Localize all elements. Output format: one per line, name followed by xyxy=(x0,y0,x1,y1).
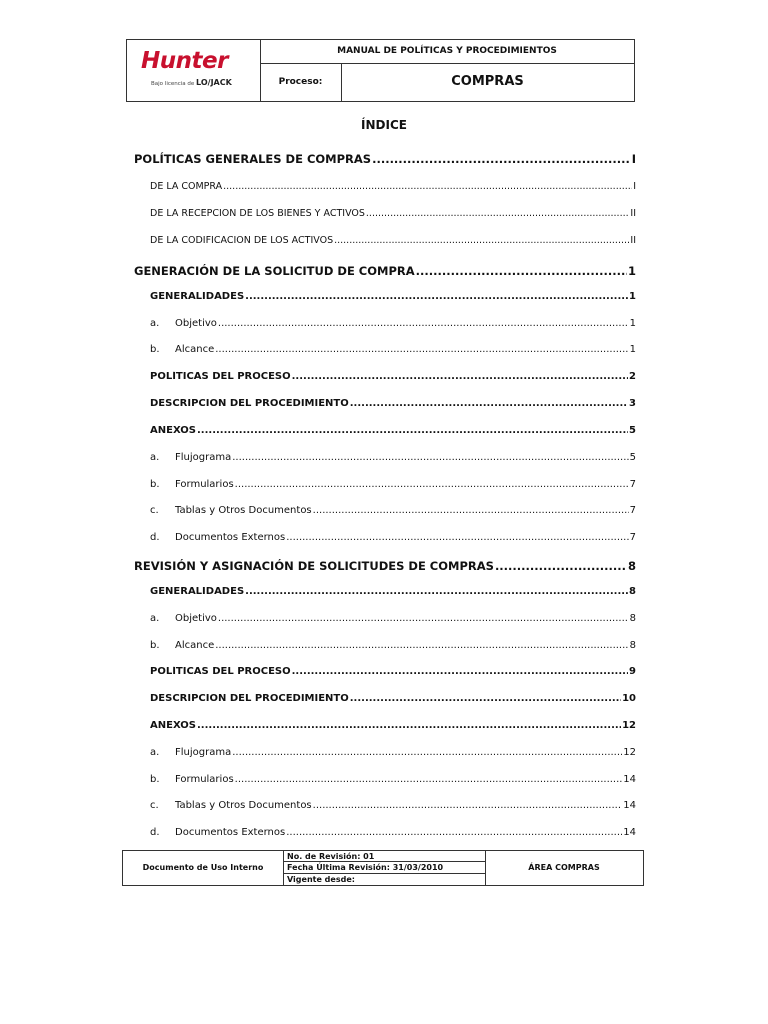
toc-entry-letter: a. xyxy=(150,613,160,624)
toc-entry-text: ANEXOS xyxy=(150,720,196,731)
revision-number: No. de Revisión: 01 xyxy=(283,851,485,862)
toc-entry xyxy=(134,152,636,166)
toc-leader-dots xyxy=(495,559,627,573)
toc-entry-label xyxy=(150,318,217,329)
toc-entry-text: Objetivo xyxy=(175,613,217,624)
toc-entry-letter: a. xyxy=(150,452,160,463)
toc-entry-letter: c. xyxy=(150,800,159,811)
toc-entry-text: Tablas y Otros Documentos xyxy=(175,505,312,516)
toc-entry-letter: b. xyxy=(150,640,160,651)
toc-entry-page: 12 xyxy=(623,747,636,758)
toc-entry-label xyxy=(150,425,196,436)
toc-entry-label xyxy=(150,479,234,490)
toc-entry-page: 12 xyxy=(622,720,636,731)
toc-entry xyxy=(134,264,636,278)
toc-entry-page: 8 xyxy=(629,586,636,597)
toc-entry-text: POLÍTICAS DEL PROCESO xyxy=(150,666,291,677)
toc-leader-dots xyxy=(235,479,629,490)
toc-entry-page: II xyxy=(630,208,636,219)
toc-entry xyxy=(150,235,636,246)
toc-entry-text: ANEXOS xyxy=(150,425,196,436)
toc-entry xyxy=(150,318,636,329)
toc-leader-dots xyxy=(197,425,628,436)
toc-entry-page: 5 xyxy=(629,425,636,436)
toc-entry-page: 1 xyxy=(629,291,636,302)
toc-entry-page: I xyxy=(633,181,636,192)
toc-entry-label xyxy=(150,640,214,651)
toc-entry-label xyxy=(150,613,217,624)
toc-entry-label xyxy=(150,344,214,355)
toc-leader-dots xyxy=(245,586,628,597)
toc-entry-label xyxy=(150,452,231,463)
toc-entry-label xyxy=(150,235,333,246)
toc-entry-text: Flujograma xyxy=(175,747,232,758)
toc-entry-text: Objetivo xyxy=(175,318,217,329)
toc-leader-dots xyxy=(215,344,628,355)
toc-leader-dots xyxy=(292,371,628,382)
toc-entry xyxy=(150,747,636,758)
toc-entry-page: 14 xyxy=(623,800,636,811)
toc-entry-label xyxy=(150,208,365,219)
revision-info xyxy=(283,851,486,885)
toc-entry xyxy=(150,425,636,436)
toc-leader-dots xyxy=(197,720,621,731)
toc-entry xyxy=(150,640,636,651)
toc-leader-dots xyxy=(366,208,629,219)
toc-entry-letter: b. xyxy=(150,479,160,490)
toc-entry xyxy=(150,344,636,355)
toc-leader-dots xyxy=(334,235,629,246)
toc-entry-label xyxy=(134,152,371,166)
toc-leader-dots xyxy=(232,452,628,463)
toc-entry-text: Tablas y Otros Documentos xyxy=(175,800,312,811)
toc-entry-label xyxy=(150,398,349,409)
toc-entry-label xyxy=(134,264,415,278)
toc-entry-text: DESCRIPCIÓN DEL PROCEDIMIENTO xyxy=(150,398,349,409)
toc-leader-dots xyxy=(350,693,621,704)
toc-entry-label xyxy=(150,827,285,838)
toc-entry-text: Alcance xyxy=(175,640,215,651)
toc-entry-text: GENERALIDADES xyxy=(150,586,245,597)
toc-entry-page: 7 xyxy=(629,505,636,516)
toc-leader-dots xyxy=(215,640,628,651)
toc-leader-dots xyxy=(232,747,622,758)
toc-entry-label xyxy=(150,586,244,597)
toc-entry-text: Formularios xyxy=(175,479,234,490)
toc-entry xyxy=(150,181,636,192)
company-logo xyxy=(127,40,261,101)
toc-leader-dots xyxy=(223,181,632,192)
toc-entry-page: 1 xyxy=(627,264,636,278)
manual-title: MANUAL DE POLÍTICAS Y PROCEDIMIENTOS xyxy=(260,40,634,64)
toc-entry xyxy=(150,371,636,382)
toc-entry xyxy=(150,532,636,543)
toc-leader-dots xyxy=(235,774,623,785)
toc-leader-dots xyxy=(292,666,628,677)
toc-entry-page: 7 xyxy=(629,532,636,543)
toc-entry-page: 7 xyxy=(629,479,636,490)
toc-entry-text: DE LA RECEPCIÓN DE LOS BIENES Y ACTIVOS xyxy=(150,208,365,219)
process-value: COMPRAS xyxy=(451,74,524,89)
toc-entry-text: Documentos Externos xyxy=(175,827,286,838)
brand-name: Hunter xyxy=(141,48,228,74)
toc-entry-page: I xyxy=(631,152,636,166)
toc-leader-dots xyxy=(286,532,628,543)
toc-entry-label xyxy=(150,505,312,516)
toc-leader-dots xyxy=(350,398,628,409)
toc-entry-page: 3 xyxy=(629,398,636,409)
toc-leader-dots xyxy=(372,152,631,166)
toc-leader-dots xyxy=(218,613,629,624)
toc-entry-page: 1 xyxy=(629,318,636,329)
toc-entry-label xyxy=(150,747,231,758)
toc-entry-label xyxy=(150,693,349,704)
toc-entry-label xyxy=(150,291,244,302)
toc-entry xyxy=(150,613,636,624)
toc-entry-letter: b. xyxy=(150,774,160,785)
toc-entry-label xyxy=(150,371,291,382)
toc-entry-label xyxy=(134,559,494,573)
toc-entry-text: Formularios xyxy=(175,774,234,785)
valid-from: Vigente desde: xyxy=(287,874,355,884)
toc-entry-text: POLÍTICAS GENERALES DE COMPRAS xyxy=(134,152,372,166)
toc-entry xyxy=(150,452,636,463)
toc-leader-dots xyxy=(218,318,629,329)
toc-entry-page: 8 xyxy=(629,640,636,651)
document-header xyxy=(126,39,635,102)
toc-entry xyxy=(150,774,636,785)
toc-entry-text: DE LA CODIFICACIÓN DE LOS ACTIVOS xyxy=(150,235,334,246)
toc-entry-letter: b. xyxy=(150,344,160,355)
toc-entry xyxy=(150,693,636,704)
area-label: ÁREA COMPRAS xyxy=(528,863,600,872)
toc-entry-label xyxy=(150,800,312,811)
toc-entry-letter: c. xyxy=(150,505,159,516)
toc-entry-text: GENERACIÓN DE LA SOLICITUD DE COMPRA xyxy=(134,264,415,278)
toc-entry-page: II xyxy=(630,235,636,246)
toc-entry-letter: a. xyxy=(150,318,160,329)
toc-entry-text: REVISIÓN Y ASIGNACIÓN DE SOLICITUDES DE COMPRAS xyxy=(134,559,494,573)
toc-entry xyxy=(150,505,636,516)
toc-entry xyxy=(150,666,636,677)
toc-entry-page: 1 xyxy=(629,344,636,355)
toc-entry-text: Alcance xyxy=(175,344,215,355)
toc-leader-dots xyxy=(245,291,628,302)
toc-entry-label xyxy=(150,720,196,731)
toc-entry-text: DE LA COMPRA xyxy=(150,181,223,192)
toc-entry-label xyxy=(150,532,285,543)
toc-leader-dots xyxy=(416,264,627,278)
toc-entry-label xyxy=(150,666,291,677)
toc-entry xyxy=(150,720,636,731)
toc-entry-page: 5 xyxy=(629,452,636,463)
toc-entry-page: 10 xyxy=(622,693,636,704)
toc-entry xyxy=(134,559,636,573)
toc-entry-letter: d. xyxy=(150,827,160,838)
toc-leader-dots xyxy=(313,800,623,811)
toc-entry-label xyxy=(150,181,222,192)
toc-entry xyxy=(150,208,636,219)
toc-entry-label xyxy=(150,774,234,785)
toc-entry-page: 8 xyxy=(629,613,636,624)
toc-entry-letter: d. xyxy=(150,532,160,543)
toc-entry-text: GENERALIDADES xyxy=(150,291,245,302)
document-use: Documento de Uso Interno xyxy=(123,851,284,885)
toc-entry xyxy=(150,827,636,838)
brand-tagline: Bajo licencia de LO/JACK xyxy=(151,78,232,87)
toc-entry-page: 14 xyxy=(623,774,636,785)
toc-entry-page: 14 xyxy=(623,827,636,838)
toc-leader-dots xyxy=(313,505,629,516)
document-footer xyxy=(122,850,644,886)
toc-entry-text: Flujograma xyxy=(175,452,232,463)
toc-entry-text: DESCRIPCIÓN DEL PROCEDIMIENTO xyxy=(150,693,349,704)
index-title: ÍNDICE xyxy=(361,118,407,132)
toc-entry-text: POLÍTICAS DEL PROCESO xyxy=(150,371,291,382)
toc-entry xyxy=(150,800,636,811)
toc-leader-dots xyxy=(286,827,622,838)
toc-entry-letter: a. xyxy=(150,747,160,758)
toc-entry-page: 8 xyxy=(627,559,636,573)
toc-entry-page: 2 xyxy=(629,371,636,382)
toc-entry xyxy=(150,586,636,597)
toc-entry-text: Documentos Externos xyxy=(175,532,286,543)
toc-entry-page: 9 xyxy=(629,666,636,677)
toc-entry xyxy=(150,398,636,409)
toc-entry xyxy=(150,291,636,302)
process-label: Proceso: xyxy=(260,63,342,101)
last-revision-date: Fecha Última Revisión: 31/03/2010 xyxy=(283,862,485,873)
toc-entry xyxy=(150,479,636,490)
